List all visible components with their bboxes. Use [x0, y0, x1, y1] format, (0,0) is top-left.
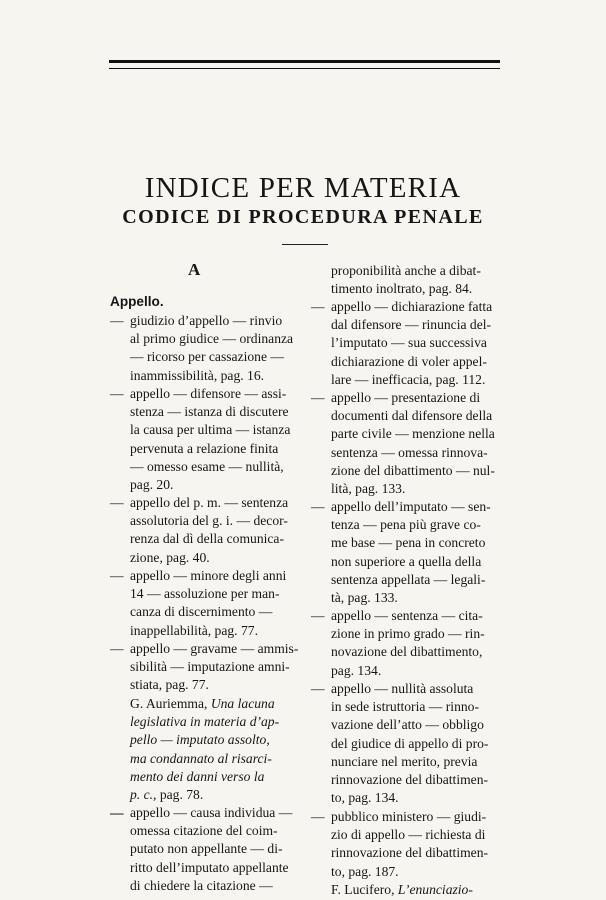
entry-line: inappellabilità, pag. 77.	[130, 622, 258, 638]
index-entry	[311, 680, 488, 807]
entry-line: me base — pena in concreto	[331, 535, 486, 551]
entry-line: al primo giudice — ordinanza	[130, 331, 294, 347]
entry-dash: —	[311, 390, 325, 405]
entry-line: documenti dal difensore della	[331, 408, 493, 424]
index-heading: Appello.	[110, 294, 164, 309]
entry-line: nunciare nel merito, previa	[331, 753, 478, 769]
entry-dash: —	[311, 809, 325, 824]
index-entry	[110, 804, 292, 895]
entry-line: appello — nullità assoluta	[331, 681, 474, 696]
entry-line: 14 — assoluzione per man-	[130, 586, 280, 602]
title-divider	[282, 244, 328, 245]
index-entry	[110, 385, 290, 494]
index-entry	[110, 567, 286, 640]
section-letter: A	[188, 260, 202, 279]
note-title-line: L’enunciazio-	[397, 882, 473, 897]
index-note	[311, 881, 473, 899]
entry-line: appello — difensore — assi-	[130, 386, 287, 401]
entry-line: to, pag. 187.	[331, 863, 399, 879]
entry-line: proponibilità anche a dibat-	[331, 263, 481, 278]
index-entry-continued	[311, 262, 481, 298]
entry-line: pag. 134.	[331, 662, 382, 678]
entry-line: lare — inefficacia, pag. 112.	[331, 371, 486, 387]
entry-line: pag. 20.	[130, 476, 174, 492]
entry-line: non superiore a quella della	[331, 553, 482, 569]
entry-line: l’imputato — sua successiva	[331, 335, 487, 351]
page-title: INDICE PER MATERIA	[144, 172, 462, 204]
note-title-line: p. c.	[130, 786, 154, 802]
note-title-line: legislativa in materia d’ap-	[130, 714, 280, 730]
entry-dash: —	[311, 608, 325, 623]
entry-line: sibilità — imputazione amni-	[130, 659, 290, 675]
entry-line: tà, pag. 133.	[331, 589, 398, 605]
entry-dash: —	[311, 499, 325, 514]
entry-line: rinnovazione del dibattimen-	[331, 845, 489, 861]
entry-line: appello del p. m. — sentenza	[130, 495, 289, 510]
entry-line: in sede istruttoria — rinno-	[331, 699, 479, 715]
index-entry	[311, 808, 488, 881]
note-title-line: ma condannato al risarci-	[130, 750, 272, 766]
entry-dash: —	[110, 568, 124, 583]
entry-line: sentenza — omessa rinnova-	[331, 444, 488, 460]
entry-line: — omesso esame — nullità,	[130, 458, 284, 474]
entry-line: omessa citazione del coim-	[130, 823, 278, 839]
note-title-line: pello — imputato assolto,	[130, 732, 270, 748]
top-rule-thin	[109, 68, 500, 69]
entry-line: zione in primo grado — rin-	[331, 626, 485, 642]
entry-line: vazione dell’atto — obbligo	[331, 717, 484, 733]
entry-line: canza di discernimento —	[130, 604, 273, 620]
entry-line: di chiedere la citazione —	[130, 877, 273, 893]
note-author: F. Lucifero,	[331, 882, 395, 897]
entry-line: timento inoltrato, pag. 84.	[331, 281, 473, 297]
entry-line: — ricorso per cassazione —	[130, 349, 285, 365]
entry-line: del giudice di appello di pro-	[331, 735, 489, 751]
entry-line: giudizio d’appello — rinvio	[130, 313, 283, 328]
entry-line: zio di appello — richiesta di	[331, 827, 486, 843]
entry-line: to, pag. 134.	[331, 790, 399, 806]
entry-line: stenza — istanza di discutere	[130, 404, 289, 420]
entry-line: ritto dell’imputato appellante	[130, 859, 289, 875]
entry-line: stiata, pag. 77.	[130, 677, 209, 693]
entry-dash: —	[311, 681, 325, 696]
index-entry	[311, 607, 485, 680]
top-rule-thick	[109, 60, 500, 63]
index-note	[110, 695, 279, 804]
entry-line: appello dell’imputato — sen-	[331, 499, 491, 514]
entry-line: appello — sentenza — cita-	[331, 608, 483, 623]
index-entry	[311, 389, 495, 498]
entry-dash: —	[110, 313, 124, 328]
entry-line: tenza — pena più grave co-	[331, 517, 481, 533]
note-title-line: Una lacuna	[210, 696, 275, 711]
entry-line: pervenuta a relazione finita	[130, 440, 279, 456]
entry-line: zione, pag. 40.	[130, 549, 210, 565]
entry-line: la causa per ultima — istanza	[130, 422, 291, 438]
index-entry	[110, 640, 298, 695]
entry-dash: —	[311, 299, 325, 314]
entry-line: parte civile — menzione nella	[331, 426, 495, 442]
note-title-line: mento dei danni verso la	[130, 768, 265, 784]
entry-line: dichiarazione di voler appel-	[331, 353, 487, 369]
entry-line: appello — minore degli anni	[130, 568, 287, 583]
index-entry	[110, 312, 293, 385]
page-subtitle: CODICE DI PROCEDURA PENALE	[122, 206, 484, 228]
index-entry	[110, 494, 288, 567]
entry-line: novazione del dibattimento,	[331, 644, 483, 660]
entry-line: sentenza appellata — legali-	[331, 571, 486, 587]
note-author: G. Auriemma,	[130, 696, 208, 711]
index-entry	[311, 298, 492, 389]
entry-line: rinnovazione del dibattimen-	[331, 771, 489, 787]
entry-line: appello — causa individua —	[130, 805, 293, 820]
entry-dash: —	[110, 386, 124, 401]
entry-line: renza dal dì della comunica-	[130, 531, 284, 547]
entry-line: appello — gravame — ammis-	[130, 641, 299, 656]
entry-line: putato non appellante — di-	[130, 841, 283, 857]
entry-line: lità, pag. 133.	[331, 480, 406, 496]
note-page: , pag. 78.	[153, 786, 204, 802]
entry-line: appello — dichiarazione fatta	[331, 299, 493, 314]
entry-dash: —	[110, 495, 124, 510]
index-entry	[311, 498, 491, 607]
entry-line: assolutoria del g. i. — decor-	[130, 513, 288, 529]
entry-line: appello — presentazione di	[331, 390, 481, 405]
entry-dash: —	[110, 641, 124, 656]
entry-line: zione del dibattimento — nul-	[331, 462, 495, 478]
entry-line: dal difensore — rinuncia del-	[331, 317, 492, 333]
entry-line: pubblico ministero — giudi-	[331, 809, 487, 824]
entry-dash: —	[110, 805, 124, 820]
entry-line: inammissibilità, pag. 16.	[130, 367, 265, 383]
